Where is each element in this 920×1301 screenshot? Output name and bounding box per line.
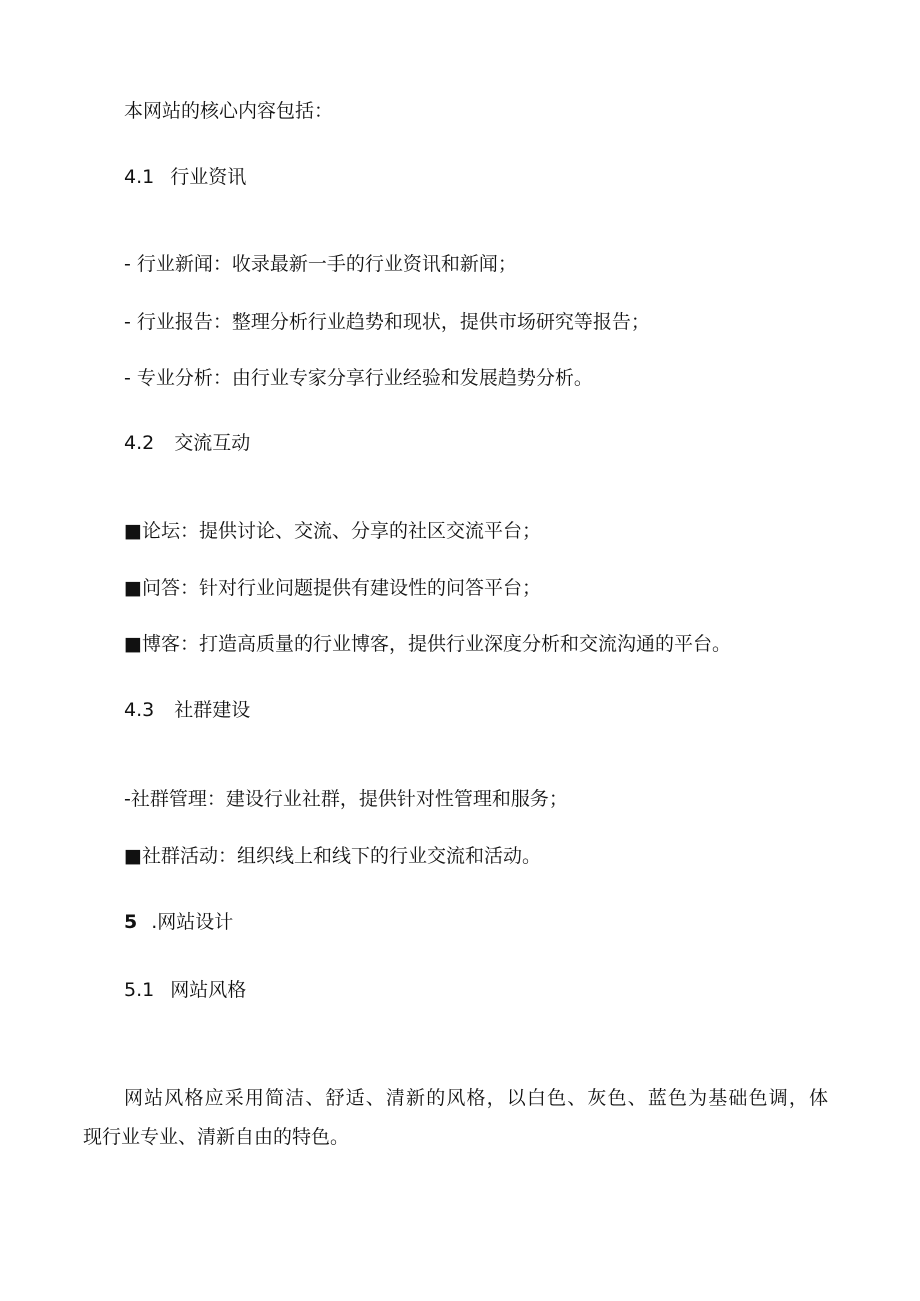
heading-5-1-number: 5.1 [124,979,155,1001]
heading-5-number: 5 [124,911,138,933]
heading-5-1 [124,981,246,1000]
heading-4-1-number: 4.1 [124,166,155,188]
list-item-industry-report: - 行业报告：整理分析行业趋势和现状，提供市场研究等报告； [124,311,650,333]
list-item-forum: ■论坛：提供讨论、交流、分享的社区交流平台； [124,520,541,542]
list-item-industry-news: - 行业新闻：收录最新一手的行业资讯和新闻； [124,253,517,275]
heading-5-1-title: 网站风格 [170,979,247,1001]
style-paragraph-line-2: 现行业专业、清新自由的特色。 [83,1126,350,1148]
heading-4-3-number: 4.3 [124,699,155,721]
heading-4-2 [124,434,250,453]
list-item-expert-analysis: - 专业分析：由行业专家分享行业经验和发展趋势分析。 [124,367,593,389]
heading-4-3 [124,701,250,720]
heading-4-1-title: 行业资讯 [170,166,247,188]
heading-4-1 [124,168,246,187]
list-item-community-events: ■社群活动：组织线上和线下的行业交流和活动。 [124,845,541,867]
style-paragraph-line-1: 网站风格应采用简洁、舒适、清新的风格，以白色、灰色、蓝色为基础色调，体 [124,1087,828,1109]
list-item-qa: ■问答：针对行业问题提供有建设性的问答平台； [124,577,541,599]
heading-4-2-number: 4.2 [124,432,155,454]
heading-5-title: .网站设计 [151,911,234,933]
heading-5 [124,913,233,932]
heading-4-2-title: 交流互动 [174,432,251,454]
list-item-blog: ■博客：打造高质量的行业博客，提供行业深度分析和交流沟通的平台。 [124,633,731,655]
intro-text: 本网站的核心内容包括： [124,100,334,122]
heading-4-3-title: 社群建设 [174,699,251,721]
list-item-community-management: -社群管理：建设行业社群，提供针对性管理和服务； [124,788,568,810]
